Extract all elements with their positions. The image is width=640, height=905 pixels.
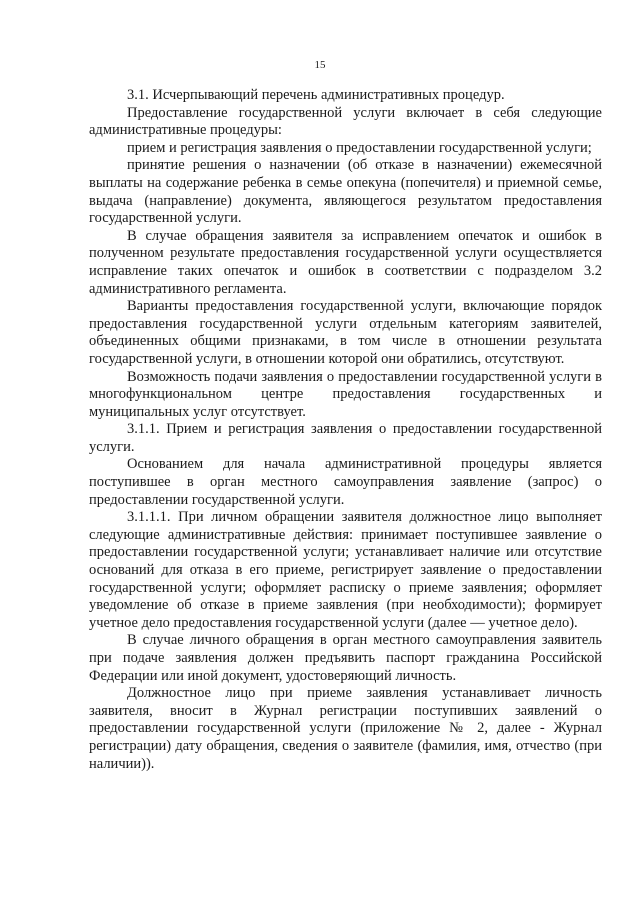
document-body xyxy=(89,87,602,773)
page-number: 15 xyxy=(314,59,326,71)
paragraph-3-1-1-1: 3.1.1.1. При личном обращении заявителя должностное лицо выполняет следующие административные действия: принимает поступившее заявление о предоставлении государственной услуги; устанавливает наличие или отсутствие оснований для отказа в его приеме, регистрирует заявление о предоставлении государственной услуги; оформляет расписку о приеме заявления; оформляет уведомление об отказе в приеме заявления (при необходимости); формирует учетное дело предоставления государственной услуги (далее — учетное дело). xyxy=(89,509,602,631)
paragraph-procedure-decision: принятие решения о назначении (об отказе в назначении) ежемесячной выплаты на содержание ребенка в семье опекуна (попечителя) и приемной семье, выдача (направление) документа, являющегося результатом предоставления государственной услуги. xyxy=(89,157,602,227)
paragraph-variants: Варианты предоставления государственной услуги, включающие порядок предоставления государственной услуги отдельным категориям заявителей, объединенных общими признаками, в том числе в отношении результата государственной услуги, в отношении которой они обратились, отсутствуют. xyxy=(89,298,602,367)
paragraph-3-1-heading: 3.1. Исчерпывающий перечень административных процедур. xyxy=(127,87,505,103)
paragraph-procedure-reception: прием и регистрация заявления о предоставлении государственной услуги; xyxy=(127,139,592,156)
paragraph-error-correction: В случае обращения заявителя за исправлением опечаток и ошибок в полученном результате предоставления государственной услуги осуществляется исправление таких опечаток и ошибок в соответствии с подразделом 3.2 административного регламента. xyxy=(89,227,602,297)
paragraph-procedures-intro: Предоставление государственной услуги включает в себя следующие административные процедуры: xyxy=(89,104,602,139)
paragraph-3-1-1-heading: 3.1.1. Прием и регистрация заявления о предоставлении государственной услуги. xyxy=(89,421,602,455)
paragraph-official-registration: Должностное лицо при приеме заявления устанавливает личность заявителя, вносит в Журнал регистрации поступивших заявлений о предоставлении государственной услуги (приложение № 2, далее - Журнал регистрации) дату обращения, сведения о заявителе (фамилия, имя, отчество (при наличии)). xyxy=(89,685,602,772)
paragraph-procedure-basis: Основанием для начала административной процедуры является поступившее в орган местного самоуправления заявление (запрос) о предоставлении государственной услуги. xyxy=(89,456,602,508)
paragraph-personal-visit: В случае личного обращения в орган местного самоуправления заявитель при подаче заявления должен предъявить паспорт гражданина Российской Федерации или иной документ, удостоверяющий личность. xyxy=(89,632,602,684)
paragraph-mfc-submission: Возможность подачи заявления о предоставлении государственной услуги в многофункциональном центре предоставления государственных и муниципальных услуг отсутствует. xyxy=(89,368,602,420)
